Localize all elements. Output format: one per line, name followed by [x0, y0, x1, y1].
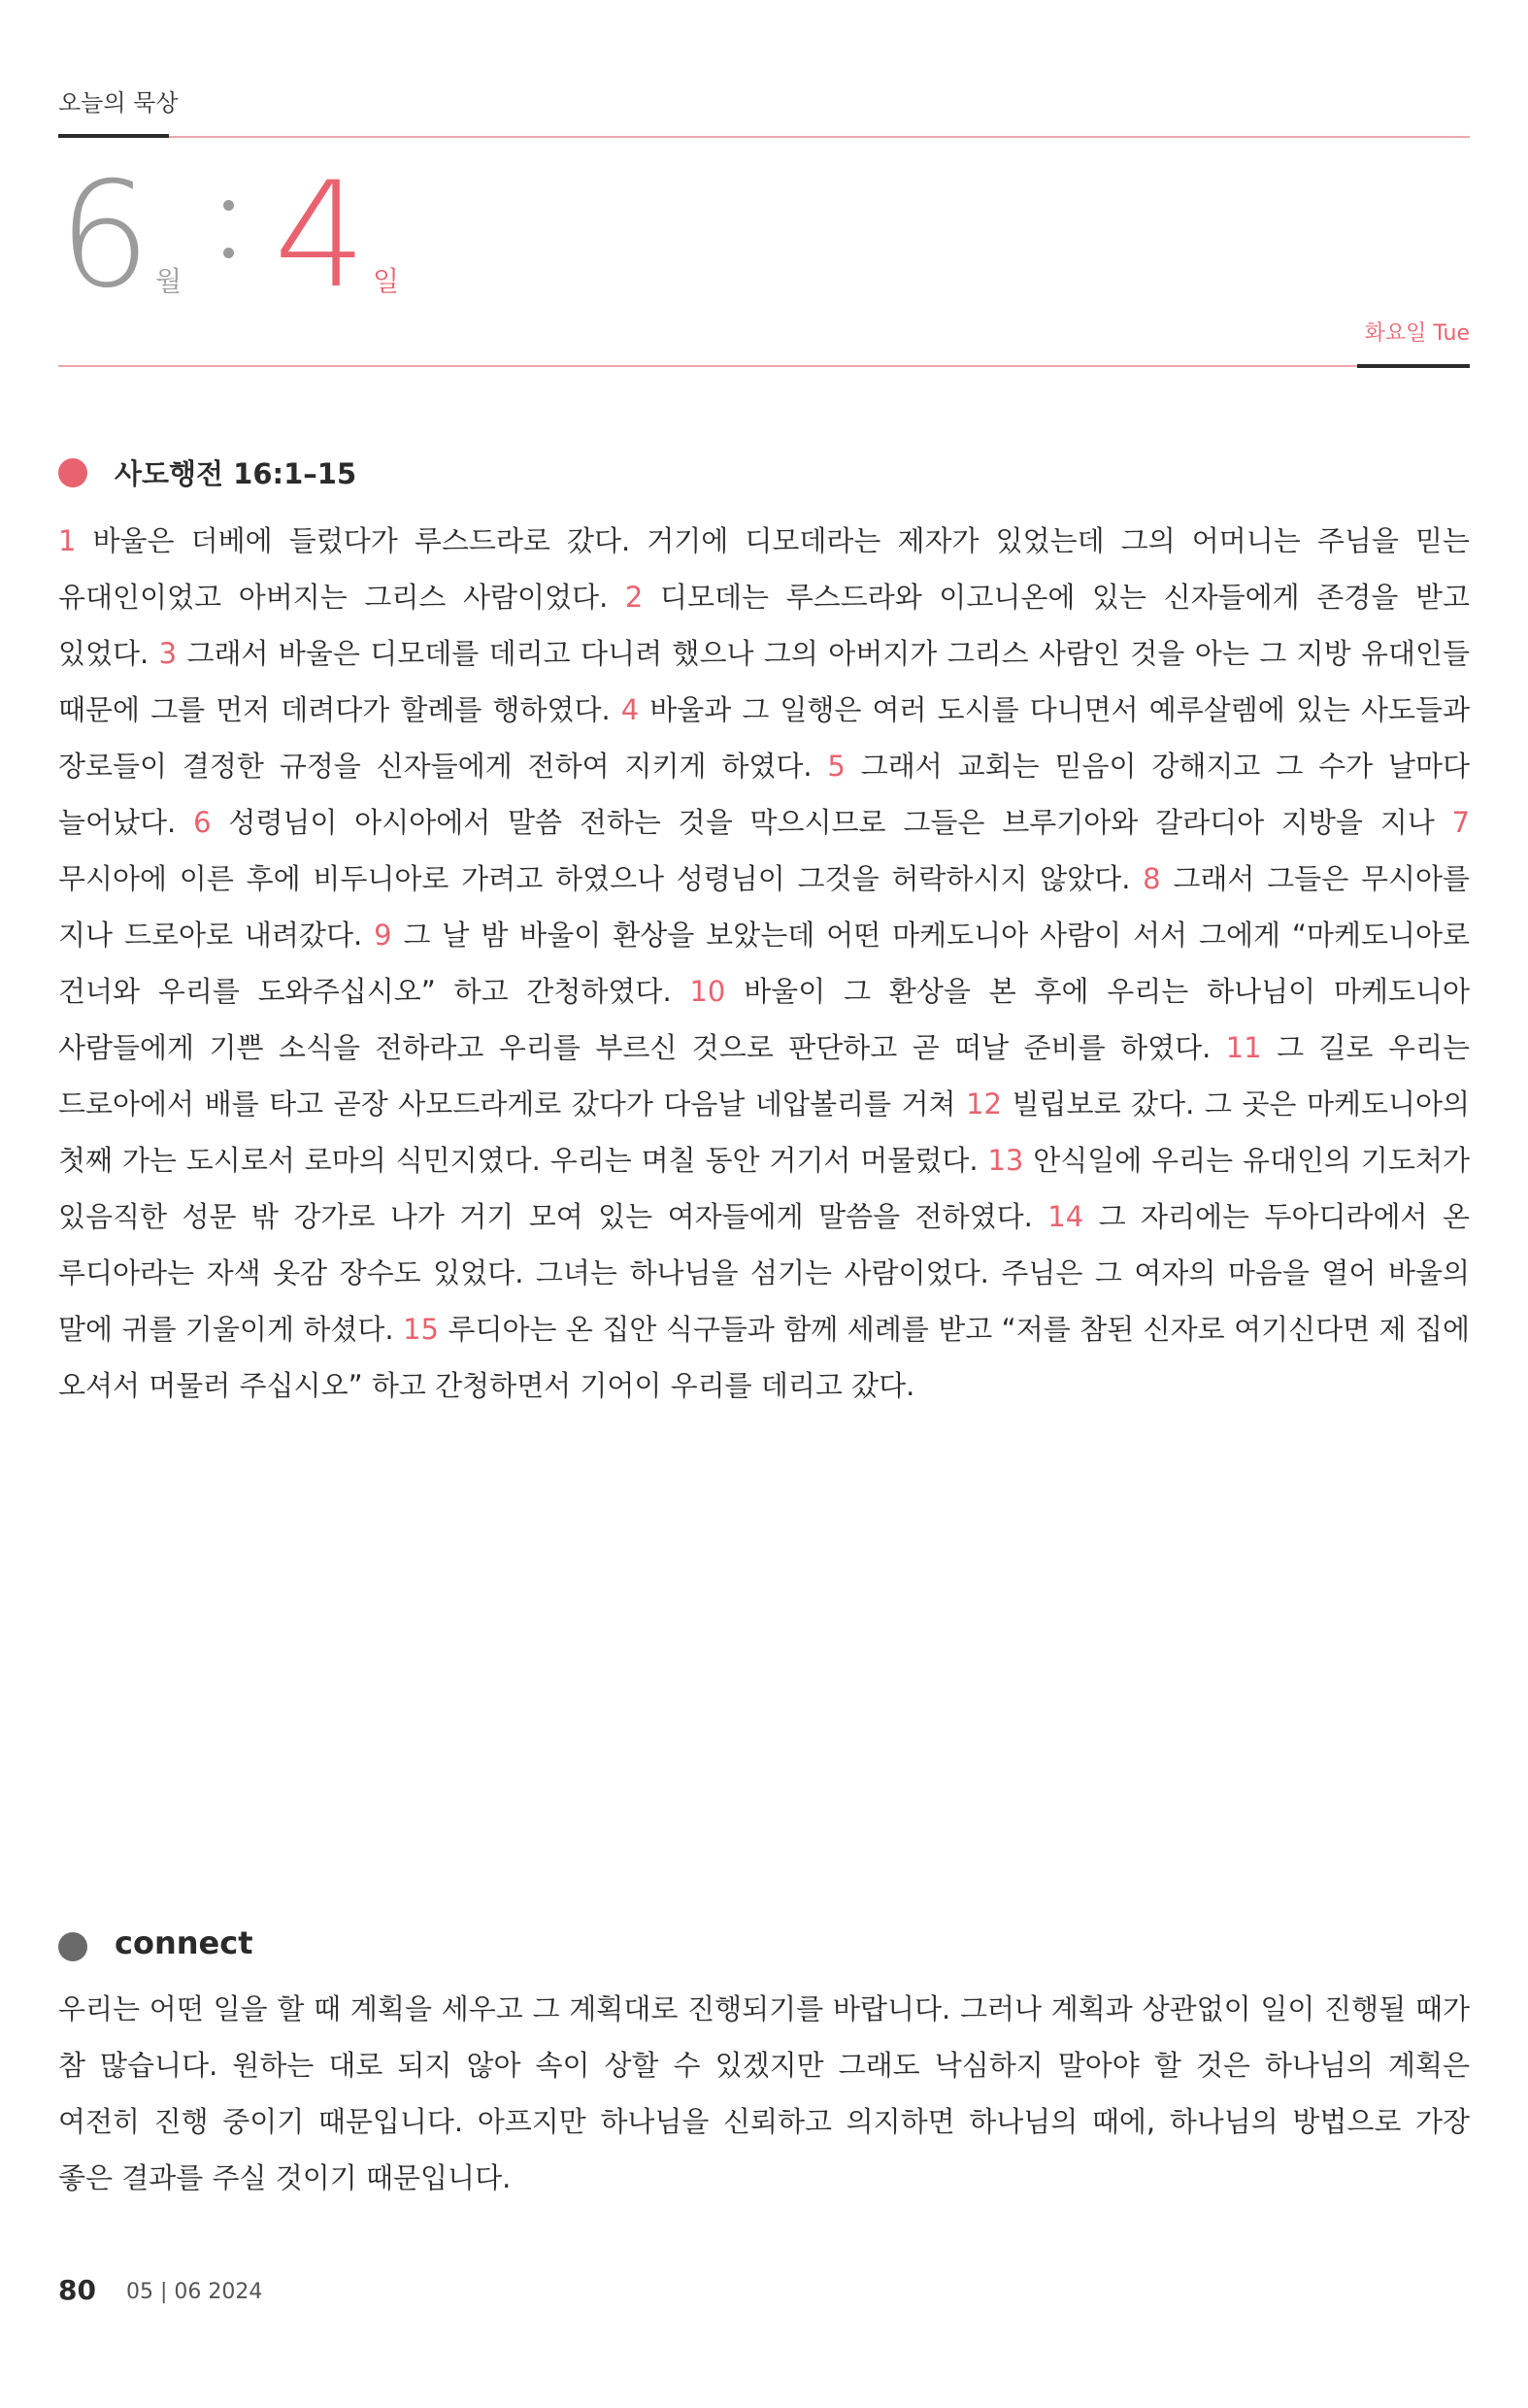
verse-text: 바울이 그 환상을 본 후에 우리는 하나님이 마케도니아 사람들에게 기쁜 소식을 전하라고 우리를 부르신 것으로 판단하고 곧 떠날 준비를 하였다.: [58, 975, 1471, 1064]
header-dark-rule: [58, 134, 169, 138]
verse-number: 12: [966, 1087, 1002, 1120]
header-pink-rule: [169, 136, 1470, 138]
verse-text: 빌립보로 갔다. 그 곳은 마케도니아의 첫째 가는 도시로서 로마의 식민지였다. 우리는 며칠 동안 거기서 머물렀다.: [58, 1087, 1471, 1177]
verse-number: 14: [1047, 1200, 1084, 1233]
verse-text: 그래서 그들은 무시아를 지나 드로아로 내려갔다.: [58, 862, 1471, 952]
section-label: 오늘의 묵상: [58, 89, 179, 117]
month-number: 6: [58, 151, 148, 320]
verse-text: 바울과 그 일행은 여러 도시를 다니면서 예루살렘에 있는 사도들과 장로들이 결정한 규정을 신자들에게 전하여 지키게 하였다.: [58, 693, 1470, 783]
verse-text: 그 길로 우리는 드로아에서 배를 타고 곧장 사모드라게로 갔다가 다음날 네압볼리를 거쳐: [58, 1031, 1470, 1120]
verse-text: 루디아는 온 집안 식구들과 함께 세례를 받고 “저를 참된 신자로 여기신다면 제 집에 오셔서 머물러 주십시오” 하고 간청하면서 기어이 우리를 데리고 갔다.: [58, 1313, 1471, 1402]
verse-number: 13: [987, 1144, 1024, 1177]
verse-number: 7: [1451, 806, 1471, 839]
verse-number: 5: [827, 750, 846, 783]
connect-bullet-icon: [58, 1932, 87, 1961]
verse-text: 안식일에 우리는 유대인의 기도처가 있음직한 성문 밖 강가로 나가 거기 모여 있는 여자들에게 말씀을 전하였다.: [58, 1144, 1470, 1233]
connect-body: 우리는 어떤 일을 할 때 계획을 세우고 그 계획대로 진행되기를 바랍니다. 그러나 계획과 상관없이 일이 진행될 때가 참 많습니다. 원하는 대로 되지 않아 속이 상할 수 있겠지만 그래도 낙심하지 말아야 할 것은 하나님의 계획은 여전히 진행 중이기 때문입니다. 아프지만 하나님을 신뢰하고 의지하면 하나님의 때에, 하나님의 방법으로 가장 좋은 결과를 주실 것이기 때문입니다.: [58, 1992, 1470, 2194]
issue-date: 05 | 06 2024: [126, 2280, 263, 2304]
verse-number: 9: [374, 919, 392, 952]
verse-text: 그래서 바울은 디모데를 데리고 다니려 했으나 그의 아버지가 그리스 사람인 것을 아는 그 지방 유대인들 때문에 그를 먼저 데려다가 할례를 행하였다.: [58, 637, 1470, 726]
scripture-bullet-icon: [58, 458, 87, 487]
day-number: 4: [274, 151, 363, 320]
connect-title: connect: [115, 1924, 253, 1961]
verse-text: 그 날 밤 바울이 환상을 보았는데 어떤 마케도니아 사람이 서서 그에게 “마케도니아로 건너와 우리를 도와주십시오” 하고 간청하였다.: [58, 919, 1471, 1008]
verse-text: 바울은 더베에 들렀다가 루스드라로 갔다. 거기에 디모데라는 제자가 있었는데 그의 어머니는 주님을 믿는 유대인이었고 아버지는 그리스 사람이었다.: [58, 524, 1470, 614]
scripture-reference: 사도행전 16:1–15: [115, 457, 357, 490]
verse-text: 디모데는 루스드라와 이고니온에 있는 신자들에게 존경을 받고 있었다.: [58, 581, 1470, 670]
verse-number: 8: [1143, 862, 1161, 895]
date-pink-rule: [58, 365, 1357, 367]
page-number: 80: [58, 2274, 96, 2306]
verse-number: 3: [158, 637, 178, 670]
verse-number: 11: [1225, 1031, 1262, 1064]
verse-text: 그 자리에는 두아디라에서 온 루디아라는 자색 옷감 장수도 있었다. 그녀는 하나님을 섬기는 사람이었다. 주님은 그 여자의 마음을 열어 바울의 말에 귀를 기울이게 하셨다.: [58, 1200, 1471, 1346]
verse-text: 성령님이 아시아에서 말씀 전하는 것을 막으시므로 그들은 브루기아와 갈라디아 지방을 지나: [228, 806, 1435, 839]
date-colon: [223, 200, 233, 295]
scripture-passage: [58, 513, 1470, 1414]
verse-number: 1: [58, 524, 77, 557]
weekday-label: 화요일 Tue: [1364, 321, 1470, 346]
verse-number: 4: [620, 693, 640, 726]
day-unit: 일: [373, 265, 400, 297]
verse-number: 15: [403, 1313, 439, 1346]
verse-text: 무시아에 이른 후에 비두니아로 가려고 하였으나 성령님이 그것을 허락하시지 않았다.: [58, 862, 1131, 895]
weekday-dark-rule: [1357, 364, 1470, 368]
verse-text: 그래서 교회는 믿음이 강해지고 그 수가 날마다 늘어났다.: [58, 750, 1471, 839]
verse-number: 2: [624, 581, 644, 614]
verse-number: 6: [193, 806, 212, 839]
month-unit: 월: [155, 265, 183, 297]
verse-number: 10: [689, 975, 726, 1008]
